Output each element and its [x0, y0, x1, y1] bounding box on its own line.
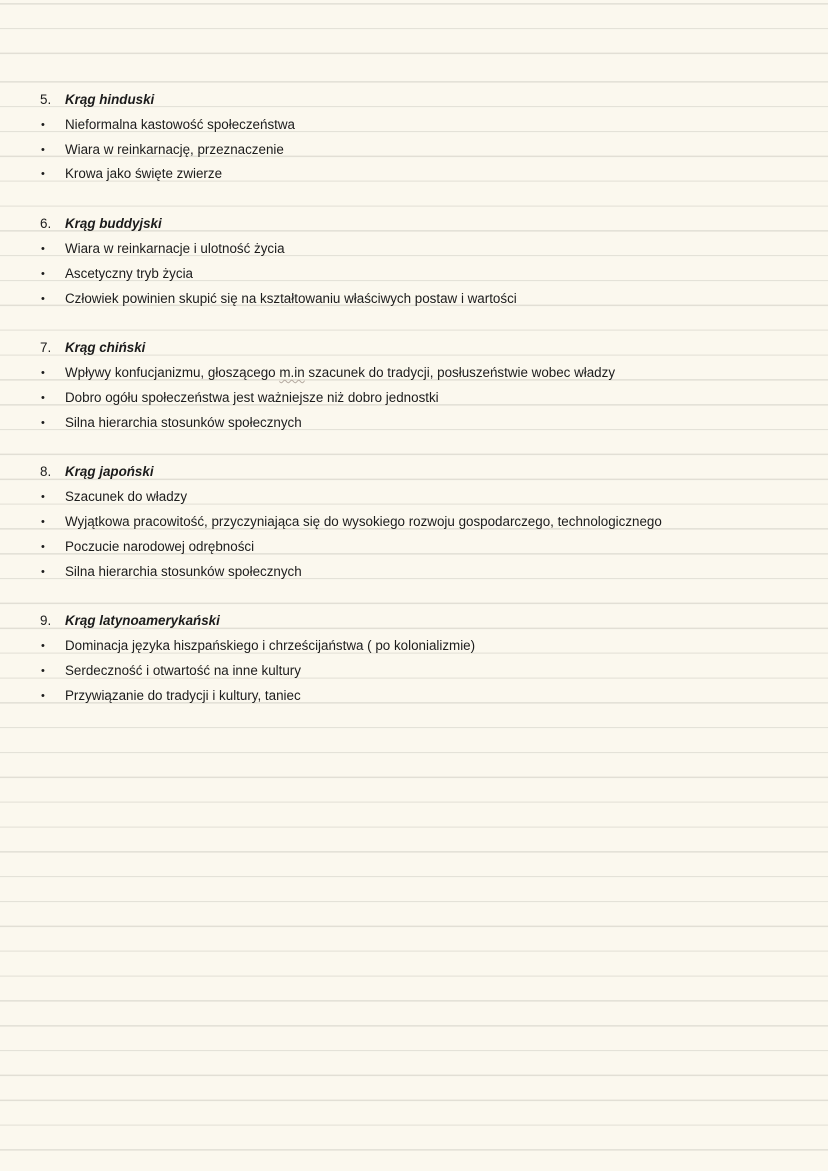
- section-krag-buddyjski: [0, 212, 828, 311]
- section-number: 7.: [40, 340, 52, 356]
- bullet-icon: •: [41, 491, 45, 504]
- list-item: [0, 535, 828, 560]
- bullet-icon: •: [41, 516, 45, 529]
- section-heading: [0, 336, 828, 361]
- bullet-icon: •: [41, 391, 45, 404]
- section-krag-chinski: [0, 336, 828, 435]
- list-item-text: Przywiązanie do tradycji i kultury, taniec: [65, 687, 301, 703]
- bullet-icon: •: [41, 689, 45, 702]
- section-title: Krąg chiński: [65, 340, 146, 356]
- spellcheck-marked-word: m.in: [279, 365, 305, 381]
- bullet-icon: •: [41, 565, 45, 578]
- list-item: [0, 386, 828, 411]
- bullet-icon: •: [41, 540, 45, 553]
- list-item-text: Dominacja języka hiszpańskiego i chrześcijaństwa ( po kolonializmie): [65, 638, 476, 654]
- list-item: [0, 659, 828, 684]
- list-item-text-part: szacunek do tradycji, posłuszeństwie wobec władzy: [304, 365, 616, 381]
- section-krag-latynoamerykanski: [0, 609, 828, 708]
- list-item-text: Ascetyczny tryb życia: [65, 265, 193, 281]
- document-content: [0, 88, 828, 709]
- section-title: Krąg buddyjski: [65, 216, 162, 232]
- list-item-text: Silna hierarchia stosunków społecznych: [65, 563, 302, 579]
- list-item-text: Człowiek powinien skupić się na kształtowaniu właściwych postaw i wartości: [65, 290, 517, 306]
- section-heading: [0, 212, 828, 237]
- list-item: [0, 361, 828, 386]
- bullet-icon: •: [41, 267, 45, 280]
- list-item-text: Serdeczność i otwartość na inne kultury: [65, 663, 301, 679]
- list-item: [0, 287, 828, 312]
- list-item: [0, 138, 828, 163]
- list-item: [0, 411, 828, 436]
- list-item: [0, 485, 828, 510]
- list-item-text: Wyjątkowa pracowitość, przyczyniająca się do wysokiego rozwoju gospodarczego, technologicznego: [65, 514, 662, 530]
- list-item-text: Nieformalna kastowość społeczeństwa: [65, 116, 295, 132]
- list-item-text: Wiara w reinkarnację, przeznaczenie: [65, 141, 284, 157]
- bullet-icon: •: [41, 168, 45, 181]
- section-number: 6.: [40, 216, 52, 232]
- list-item: [0, 560, 828, 585]
- section-heading: [0, 88, 828, 113]
- list-item: [0, 237, 828, 262]
- section-number: 9.: [40, 613, 52, 629]
- list-item: [0, 684, 828, 709]
- bullet-icon: •: [41, 416, 45, 429]
- section-heading: [0, 460, 828, 485]
- list-item: [0, 162, 828, 187]
- section-title: Krąg hinduski: [65, 92, 155, 107]
- list-item-text: Wiara w reinkarnacje i ulotność życia: [65, 240, 285, 256]
- bullet-icon: •: [41, 640, 45, 653]
- bullet-icon: •: [41, 292, 45, 305]
- list-item: [0, 262, 828, 287]
- section-title: Krąg latynoamerykański: [65, 613, 220, 629]
- list-item-text: Silna hierarchia stosunków społecznych: [65, 414, 302, 430]
- bullet-icon: •: [41, 665, 45, 678]
- list-item-text: Krowa jako święte zwierze: [65, 166, 223, 182]
- bullet-icon: •: [41, 118, 45, 131]
- list-item: [0, 113, 828, 138]
- list-item-text: Poczucie narodowej odrębności: [65, 538, 255, 554]
- section-krag-japonski: [0, 460, 828, 584]
- bullet-icon: •: [41, 143, 45, 156]
- list-item-text: Dobro ogółu społeczeństwa jest ważniejsze niż dobro jednostki: [65, 389, 439, 405]
- list-item: [0, 510, 828, 535]
- section-number: 8.: [40, 464, 52, 480]
- list-item-text: Szacunek do władzy: [65, 489, 188, 505]
- section-krag-hinduski: [0, 88, 828, 187]
- section-heading: [0, 609, 828, 634]
- section-number: 5.: [40, 92, 52, 107]
- list-item-text: [65, 361, 615, 386]
- bullet-icon: •: [41, 367, 45, 380]
- list-item-text-part: Wpływy konfucjanizmu, głoszącego: [65, 365, 280, 381]
- bullet-icon: •: [41, 242, 45, 255]
- section-title: Krąg japoński: [65, 464, 154, 480]
- list-item: [0, 634, 828, 659]
